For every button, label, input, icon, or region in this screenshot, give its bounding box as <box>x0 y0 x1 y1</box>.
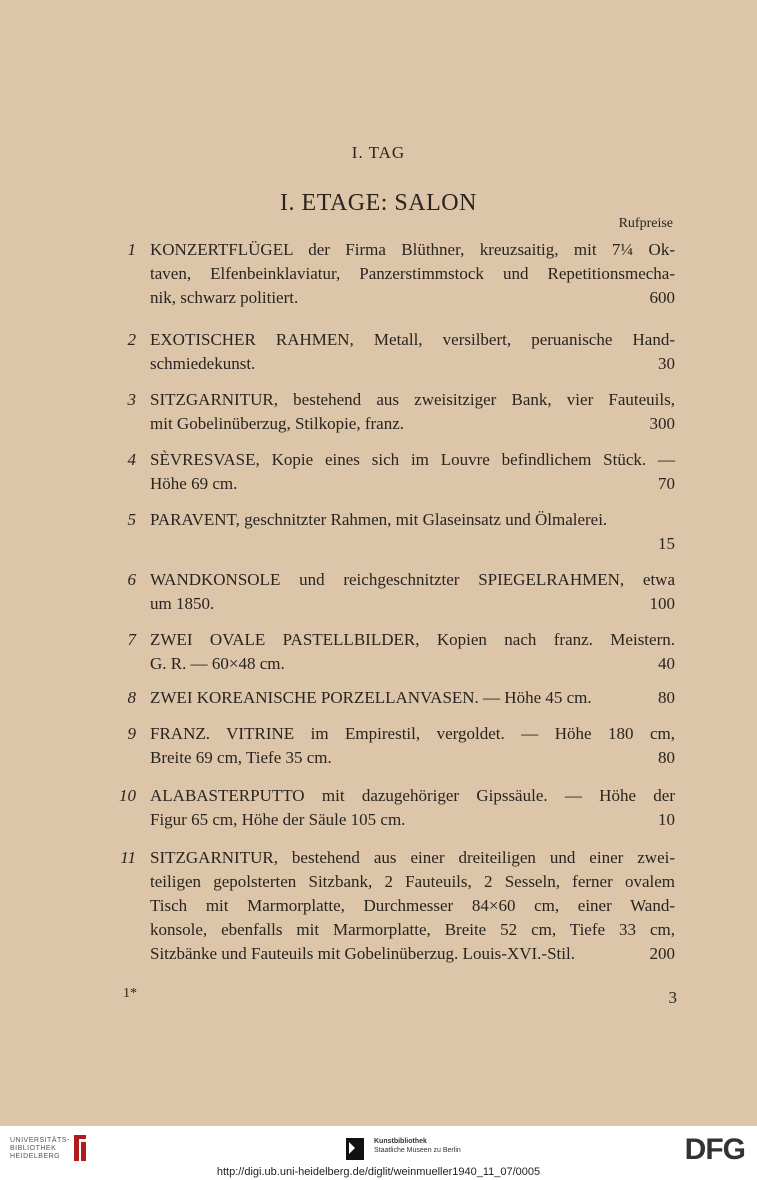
lot-description-line: ALABASTERPUTTO mit dazugehöriger Gipssäule. — Höhe der <box>150 786 675 805</box>
lot-price: 40 <box>658 654 675 673</box>
dfg-logo: DFG <box>684 1133 745 1166</box>
lot-description-line: SITZGARNITUR, bestehend aus zweisitziger Bank, vier Fauteuils, <box>150 390 675 409</box>
lot-number: 10 <box>119 786 136 805</box>
lot-number: 11 <box>120 848 136 867</box>
day-heading: I. TAG <box>351 143 406 162</box>
lot-price: 30 <box>658 354 675 373</box>
lot-number: 8 <box>127 688 136 707</box>
university-logo-icon <box>70 1133 90 1163</box>
lot-description-line: G. R. — 60×48 cm. <box>150 654 285 673</box>
lot-price: 100 <box>649 594 675 613</box>
lot-price: 80 <box>658 688 675 707</box>
lot-price: 70 <box>658 474 675 493</box>
section-title: I. ETAGE: SALON <box>280 190 477 216</box>
lot-number: 1 <box>127 240 136 259</box>
lot-description-line: PARAVENT, geschnitzter Rahmen, mit Glaseinsatz und Ölmalerei. <box>150 510 608 529</box>
page-number: 3 <box>668 988 677 1007</box>
university-library-label: UNIVERSITÄTS- BIBLIOTHEK HEIDELBERG <box>10 1137 70 1160</box>
lot-number: 5 <box>127 510 136 529</box>
lot-description-line: taven, Elfenbeinklaviatur, Panzerstimmstock und Repetitionsmecha- <box>150 264 675 283</box>
lot-price: 15 <box>658 534 675 553</box>
lot-price: 80 <box>658 748 675 767</box>
price-column-heading: Rufpreise <box>618 216 673 231</box>
lot-description-line: SÈVRESVASE, Kopie eines sich im Louvre befindlichem Stück. — <box>150 450 675 469</box>
lot-description-line: teiligen gepolsterten Sitzbank, 2 Fauteuils, 2 Sesseln, ferner ovalem <box>150 872 675 891</box>
lot-description-line: Höhe 69 cm. <box>150 474 238 493</box>
lot-number: 7 <box>127 630 136 649</box>
lot-description-line: mit Gobelinüberzug, Stilkopie, franz. <box>150 414 404 433</box>
lot-number: 4 <box>127 450 136 469</box>
lot-description-line: ZWEI OVALE PASTELLBILDER, Kopien nach franz. Meistern. <box>150 630 675 649</box>
kunstbibliothek-logo-icon <box>346 1138 364 1160</box>
lot-price: 10 <box>658 810 675 829</box>
lot-description-line: schmiedekunst. <box>150 354 256 373</box>
lot-price: 600 <box>649 288 675 307</box>
lot-description-line: ZWEI KOREANISCHE PORZELLANVASEN. — Höhe 45 cm. <box>150 688 592 707</box>
source-url-link[interactable]: http://digi.ub.uni-heidelberg.de/diglit/weinmueller1940_11_07/0005 <box>216 1166 541 1178</box>
lot-description-line: nik, schwarz politiert. <box>150 288 299 307</box>
signature-mark: 1* <box>123 986 137 1001</box>
lot-number: 2 <box>127 330 136 349</box>
lot-price: 200 <box>649 944 675 963</box>
lot-description-line: Tisch mit Marmorplatte, Durchmesser 84×60 cm, einer Wand- <box>150 896 675 915</box>
lot-description-line: Breite 69 cm, Tiefe 35 cm. <box>150 748 332 767</box>
lot-description-line: EXOTISCHER RAHMEN, Metall, versilbert, peruanische Hand- <box>150 330 675 349</box>
lot-number: 6 <box>127 570 136 589</box>
kunstbibliothek-label: Kunstbibliothek Staatliche Museen zu Berlin <box>374 1138 461 1154</box>
lot-number: 9 <box>127 724 136 743</box>
lot-description-line: Sitzbänke und Fauteuils mit Gobelinüberzug. Louis-XVI.-Stil. <box>150 944 575 963</box>
lot-number: 3 <box>127 390 136 409</box>
lot-description-line: KONZERTFLÜGEL der Firma Blüthner, kreuzsaitig, mit 7¼ Ok- <box>150 240 675 259</box>
lot-description-line: FRANZ. VITRINE im Empirestil, vergoldet. — Höhe 180 cm, <box>150 724 675 743</box>
lot-price: 300 <box>649 414 675 433</box>
lot-description-line: Figur 65 cm, Höhe der Säule 105 cm. <box>150 810 406 829</box>
lot-description-line: um 1850. <box>150 594 215 613</box>
lot-description-line: WANDKONSOLE und reichgeschnitzter SPIEGELRAHMEN, etwa <box>150 570 675 589</box>
lot-description-line: konsole, ebenfalls mit Marmorplatte, Breite 52 cm, Tiefe 33 cm, <box>150 920 675 939</box>
lot-description-line: SITZGARNITUR, bestehend aus einer dreiteiligen und einer zwei- <box>150 848 675 867</box>
